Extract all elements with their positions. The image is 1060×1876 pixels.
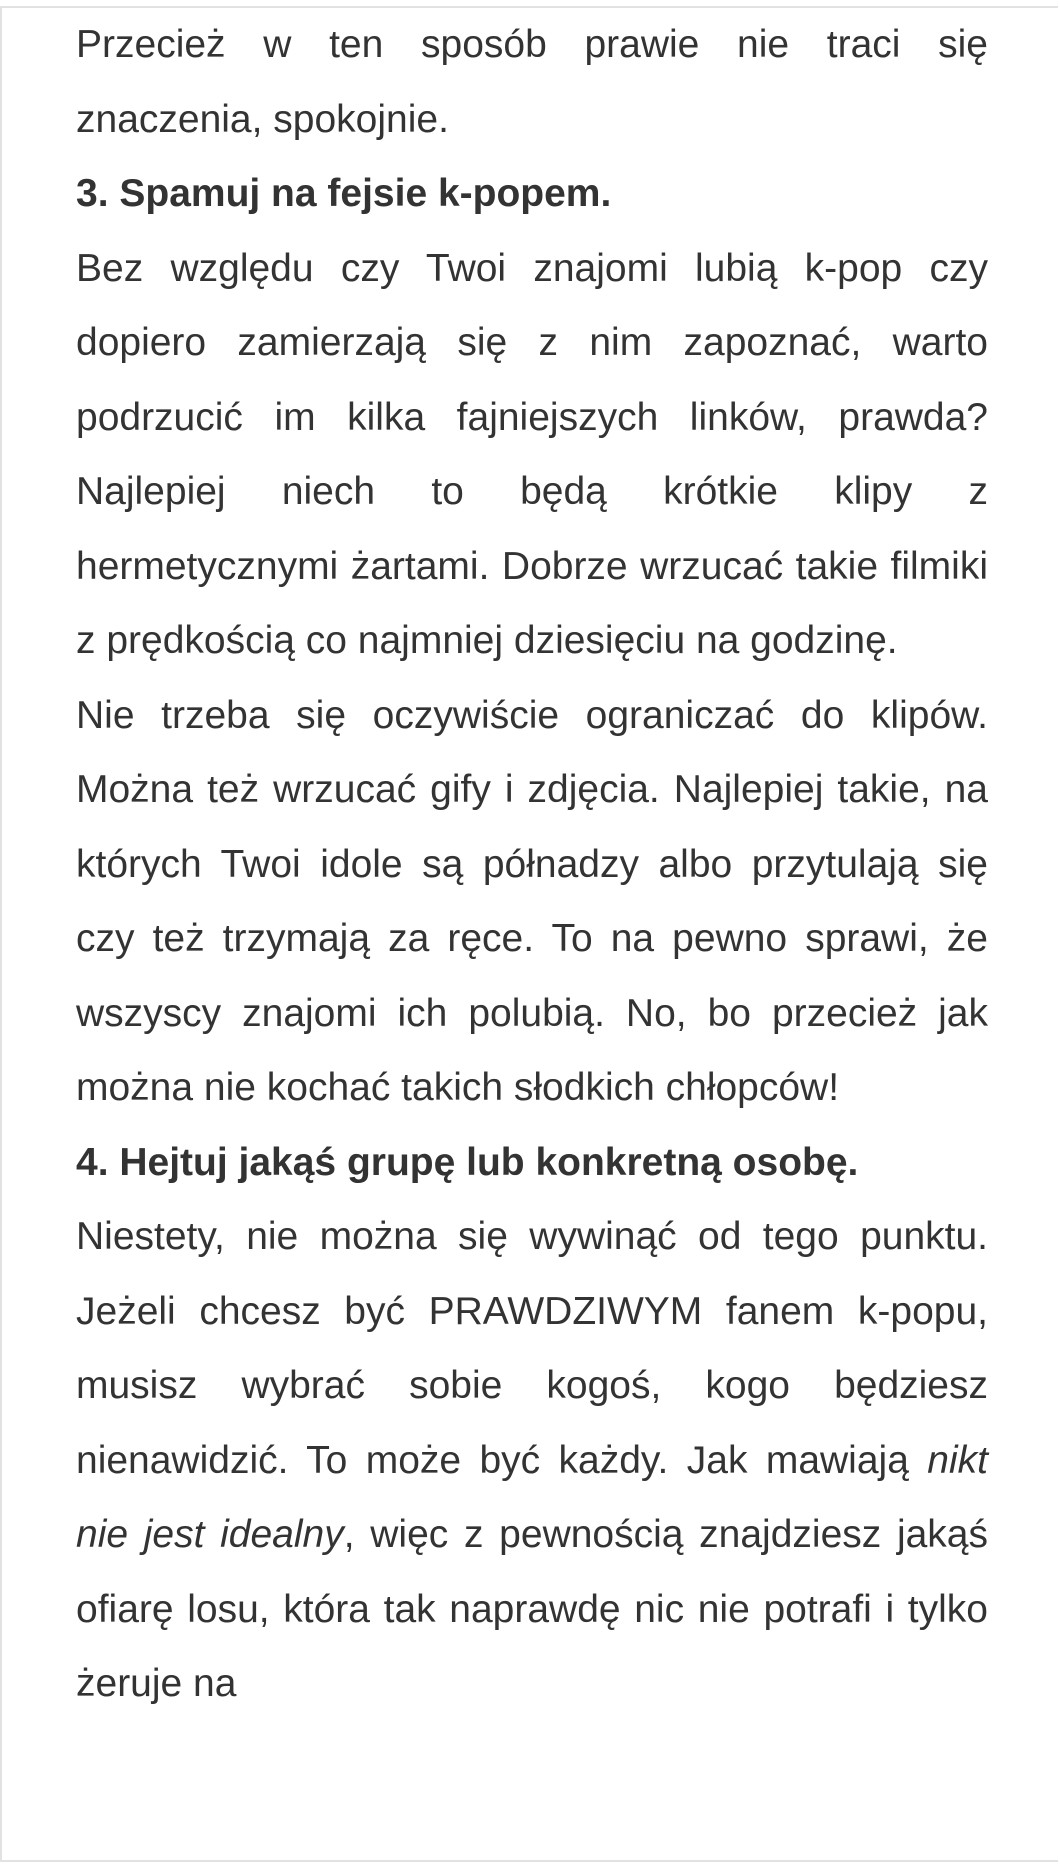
intro-paragraph: Przecież w ten sposób prawie nie traci się znaczenia, spokojnie. [76,23,988,141]
page-frame [0,6,1058,1862]
section-4-italic-quote: nikt nie jest idealny [76,1438,988,1556]
section-3-paragraph-1: Bez względu czy Twoi znajomi lubią k-pop czy dopiero zamierzają się z nim zapoznać, warto podrzucić im kilka fajniejszych linków, prawda? Najlepiej niech to będą krótkie klipy z hermetycznymi żartami. Dobrze wrzucać takie filmiki z prędkością co najmniej dziesięciu na godzinę. [76,246,988,662]
section-4-paragraph-1 [76,1200,988,1722]
section-4-heading: 4. Hejtuj jakąś grupę lub konkretną osobę. [76,1140,859,1184]
section-4-text-start: Niestety, nie można się wywinąć od tego punktu. Jeżeli chcesz być PRAWDZIWYM fanem k-popu, musisz wybrać sobie kogoś, kogo będziesz nienawidzić. To może być każdy. Jak mawiają [76,1215,988,1482]
article-body [76,8,988,1722]
section-4-text-end: , więc z pewnością znajdziesz jakąś ofiarę losu, która tak naprawdę nic nie potrafi i tylko żeruje na [76,1513,988,1705]
section-3-heading: 3. Spamuj na fejsie k-popem. [76,172,612,215]
section-3-paragraph-2: Nie trzeba się oczywiście ograniczać do klipów. Można też wrzucać gify i zdjęcia. Najlepiej takie, na których Twoi idole są półnadzy albo przytulają się czy też trzymają za ręce. To na pewno sprawi, że wszyscy znajomi ich polubią. No, bo przecież jak można nie kochać takich słodkich chłopców! [76,693,988,1109]
